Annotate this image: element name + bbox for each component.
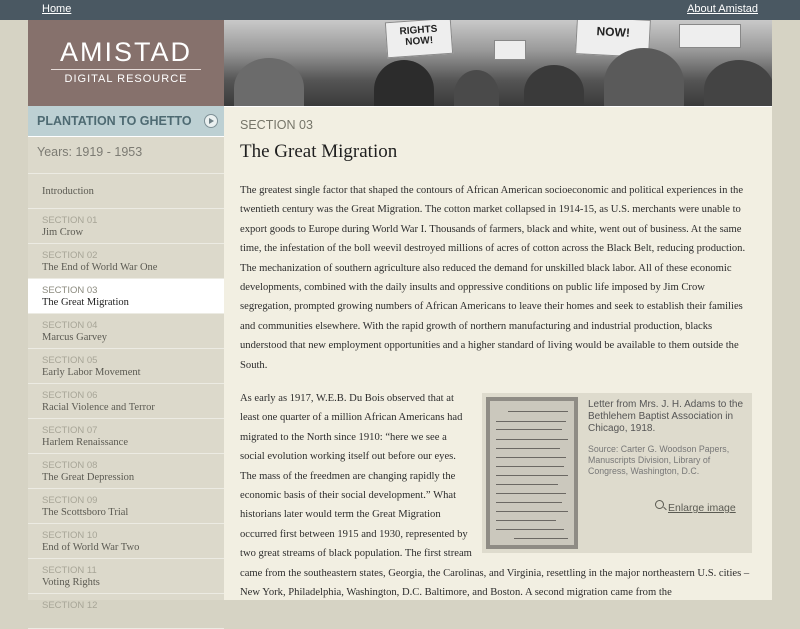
sidebar-section-header[interactable] <box>28 106 224 137</box>
sidebar-item-section: SECTION 06 <box>42 390 98 401</box>
sidebar-item-section-08[interactable] <box>28 454 224 489</box>
figure-caption: Letter from Mrs. J. H. Adams to the Bethlehem Baptist Association in Chicago, 1918. <box>588 399 744 434</box>
body-paragraph-with-figure <box>240 389 752 602</box>
sidebar-item-label: Introduction <box>42 186 94 197</box>
home-link[interactable]: Home <box>42 3 72 15</box>
crowd-figure <box>234 58 304 106</box>
sidebar-item-section: SECTION 07 <box>42 425 98 436</box>
sidebar <box>28 106 224 611</box>
sidebar-item-section-10[interactable] <box>28 524 224 559</box>
sidebar-item-label: Early Labor Movement <box>42 367 141 378</box>
sidebar-item-section-11[interactable] <box>28 559 224 594</box>
protest-sign: RIGHTS NOW! <box>385 20 453 58</box>
about-link[interactable]: About Amistad <box>687 3 758 15</box>
sidebar-item-section-07[interactable] <box>28 419 224 454</box>
logo-title: AMISTAD <box>59 37 192 67</box>
crowd-figure <box>604 48 684 106</box>
sidebar-item-label: The Great Migration <box>42 297 129 308</box>
sidebar-item-label: The End of World War One <box>42 262 158 273</box>
handwriting-line <box>496 466 564 467</box>
sidebar-section-title: PLANTATION TO GHETTO <box>37 114 192 128</box>
sidebar-item-section: SECTION 01 <box>42 215 98 226</box>
handwriting-line <box>496 457 566 458</box>
sidebar-item-section: SECTION 12 <box>42 600 98 611</box>
logo-subtitle: DIGITAL RESOURCE <box>64 73 188 85</box>
site-logo[interactable] <box>28 20 224 106</box>
years-label: Years: 1919 - 1953 <box>37 145 143 159</box>
handwriting-line <box>496 502 562 503</box>
header-banner-photo <box>224 20 772 106</box>
handwriting-line <box>496 511 568 512</box>
sidebar-item-label: Racial Violence and Terror <box>42 402 155 413</box>
sidebar-item-section-12[interactable] <box>28 594 224 629</box>
handwriting-line <box>496 439 568 440</box>
sidebar-item-section: SECTION 09 <box>42 495 98 506</box>
handwriting-line <box>496 429 562 430</box>
sidebar-item-section-03[interactable] <box>28 279 224 314</box>
protest-sign-blank <box>679 24 741 48</box>
handwriting-line <box>496 529 564 530</box>
main-content <box>224 106 772 601</box>
protest-sign: NOW! <box>575 20 651 58</box>
enlarge-image-link[interactable] <box>668 499 736 518</box>
sidebar-item-label: The Scottsboro Trial <box>42 507 129 518</box>
crowd-figure <box>704 60 772 106</box>
sidebar-item-section: SECTION 11 <box>42 565 97 576</box>
play-icon[interactable] <box>204 114 218 128</box>
sidebar-nav <box>28 173 224 629</box>
letter-image[interactable] <box>486 397 578 549</box>
sidebar-item-section-04[interactable] <box>28 314 224 349</box>
page-title: The Great Migration <box>240 141 398 162</box>
magnifier-icon <box>655 500 664 509</box>
sidebar-item-label: Marcus Garvey <box>42 332 108 343</box>
sidebar-item-section: SECTION 08 <box>42 460 98 471</box>
handwriting-line <box>496 520 556 521</box>
sidebar-item-section-09[interactable] <box>28 489 224 524</box>
page-frame <box>28 20 772 611</box>
handwriting-line <box>508 411 568 412</box>
sidebar-item-section-02[interactable] <box>28 244 224 279</box>
enlarge-label: Enlarge image <box>668 502 736 514</box>
logo-divider <box>51 69 201 70</box>
body-paragraph-text: As early as 1917, W.E.B. Du Bois observed that at least one quarter of a million African Americans had migrated to the North since 1910: “here we see a social evolution working itself out before our eyes. The mass of the freedmen are changing rapidly the economic basis of their social development.” What historians later would term the Great Migration occurred first between 1915 and 1930, represented by two great streams of black population. The first stream came from the southeastern states, Georgia, the Carolinas, and Virginia, resettling in the major northeastern U.S. cities – New York, Philadelphia, Washington, D.C. Baltimore, and Boston. A second migration came from the <box>240 393 750 599</box>
crowd-figure <box>374 60 434 106</box>
letter-paper <box>490 401 574 545</box>
crowd-figure <box>454 70 499 106</box>
sidebar-item-label: End of World War Two <box>42 542 140 553</box>
sidebar-item-label: The Great Depression <box>42 472 135 483</box>
sidebar-item-section-05[interactable] <box>28 349 224 384</box>
handwriting-line <box>514 538 568 539</box>
image-callout <box>482 393 752 553</box>
sidebar-item-section: SECTION 10 <box>42 530 98 541</box>
sidebar-item-section: SECTION 04 <box>42 320 98 331</box>
top-bar <box>0 0 800 20</box>
protest-sign-blank <box>494 40 526 60</box>
sidebar-item-section: SECTION 05 <box>42 355 98 366</box>
figure-source: Source: Carter G. Woodson Papers, Manuscripts Division, Library of Congress, Washington, D.C. <box>588 444 730 476</box>
body-paragraph: The greatest single factor that shaped the contours of African American socioeconomic and political experiences in the twentieth century was the Great Migration. The cotton market collapsed in 1914-15, as U.S. merchants were unable to export goods to Europe during World War I. Thousands of farmers, black and white, went out of business. At the same time, the infestation of the boll weevil destroyed millions of acres of cotton across the Black Belt, reducing production. The mechanization of southern agriculture also reduced the demand for unskilled black labor. All of these economic developments, combined with the daily insults and oppressive conditions on public life imposed by Jim Crow segregation, prompted growing numbers of African Americans to leave their homes and seek to establish their families and communities elsewhere. With the rapid growth of northern manufacturing and industrial production, blacks understood that new employment opportunities and a higher standard of living would be available to them outside the South. <box>240 185 746 371</box>
handwriting-line <box>496 448 560 449</box>
handwriting-line <box>496 493 566 494</box>
handwriting-line <box>496 421 566 422</box>
sidebar-item-label: Voting Rights <box>42 577 100 588</box>
handwriting-line <box>496 475 568 476</box>
sidebar-item-section: SECTION 03 <box>42 285 98 296</box>
sidebar-item-section: SECTION 02 <box>42 250 98 261</box>
sidebar-years <box>28 137 224 173</box>
handwriting-line <box>496 484 558 485</box>
sidebar-item-label: Jim Crow <box>42 227 84 238</box>
sidebar-item-section-01[interactable] <box>28 209 224 244</box>
sidebar-item-label: Harlem Renaissance <box>42 437 129 448</box>
sidebar-item-section-06[interactable] <box>28 384 224 419</box>
section-number: SECTION 03 <box>240 118 313 132</box>
sidebar-item-introduction[interactable] <box>28 174 224 209</box>
crowd-figure <box>524 65 584 106</box>
